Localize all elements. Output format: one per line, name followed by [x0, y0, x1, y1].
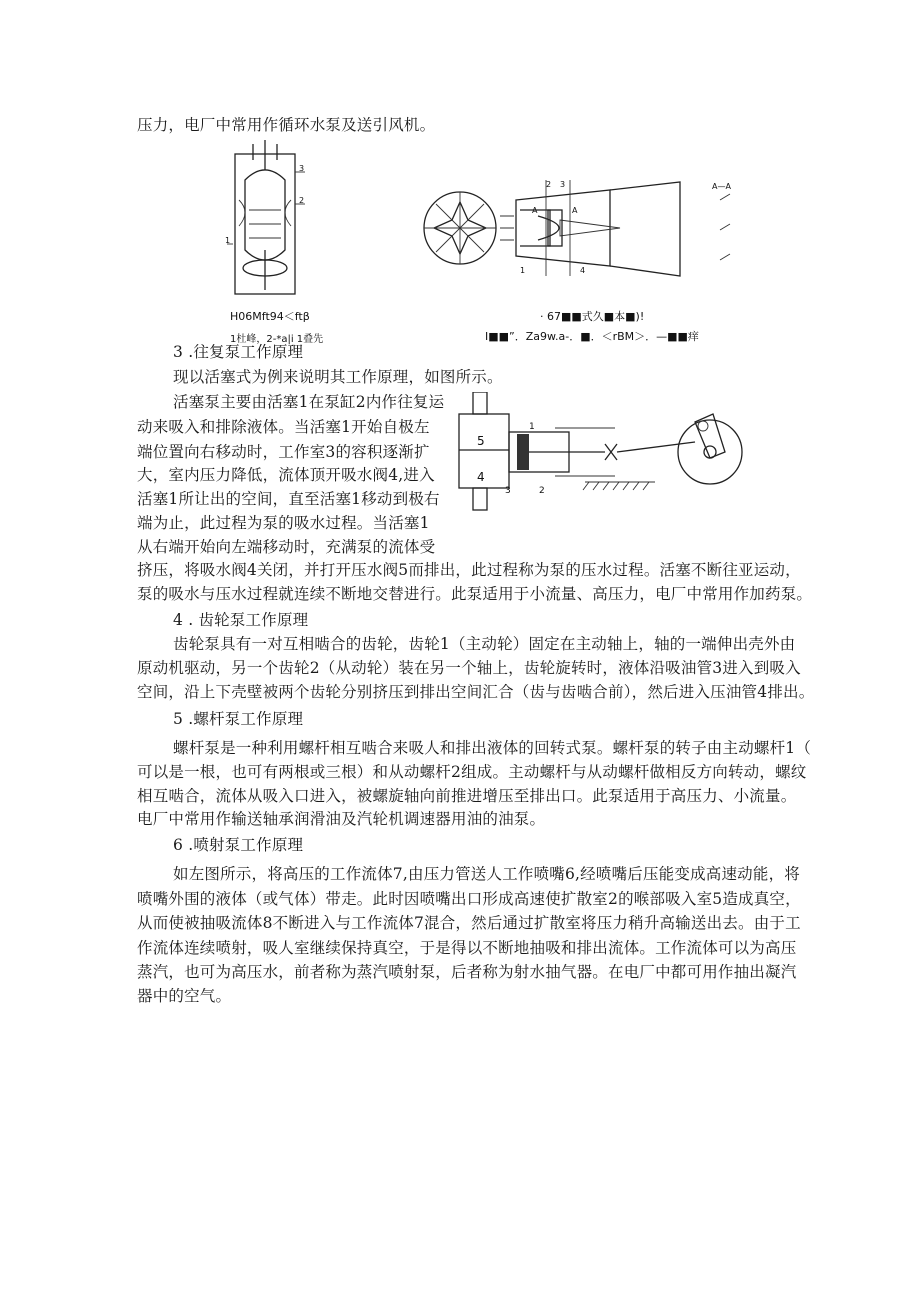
paragraph-line: 从而使被抽吸流体8不断进入与工作流体7混合，然后通过扩散室将压力稍升高输送出去。由于工	[137, 914, 801, 932]
paragraph-line: 大，室内压力降低，流体顶开吸水阀4,进入	[137, 466, 435, 484]
fig-label: 1	[520, 266, 526, 275]
paragraph-line: 端为止，此过程为泵的吸水过程。当活塞1	[137, 514, 430, 532]
figure-axial-fan	[420, 180, 750, 280]
figure-vertical-pump	[225, 140, 315, 300]
fig-label: A	[572, 206, 578, 215]
fig-label: A—A	[712, 182, 731, 191]
fig-label: 3	[299, 164, 305, 173]
fig-label: A	[532, 206, 538, 215]
paragraph-line: 挤压，将吸水阀4关闭，并打开压水阀5而排出，此过程称为泵的压水过程。活塞不断往亚运动，	[137, 561, 801, 579]
fig-caption-left-1: H06Mft94＜ftβ	[230, 310, 310, 323]
paragraph-line: 泵的吸水与压水过程就连续不断地交替进行。此泵适用于小流量、高压力，电厂中常用作加药泵。	[137, 585, 813, 603]
fig-label: 1	[225, 236, 231, 245]
figure-piston-pump	[455, 392, 755, 517]
paragraph-line: 活塞1所让出的空间，直至活塞1移动到极右	[137, 490, 440, 508]
paragraph-line: 如左图所示，将高压的工作流体7,由压力管送人工作喷嘴6,经喷嘴后压能变成高速动能，将	[173, 865, 800, 883]
paragraph-line: 现以活塞式为例来说明其工作原理，如图所示。	[173, 368, 503, 386]
fig-label: 1	[529, 422, 535, 432]
paragraph-line: 相互啮合，流体从吸入口进入，被螺旋轴向前推进增压至排出口。此泵适用于高压力、小流量。	[137, 787, 797, 805]
fig-label: 3	[560, 180, 566, 189]
paragraph-line: 空间，沿上下壳壁被两个齿轮分别挤压到排出空间汇合（齿与齿啮合前），然后进入压油管4排出。	[137, 683, 815, 701]
paragraph-line: 喷嘴外围的液体（或气体）带走。此时因喷嘴出口形成高速使扩散室2的喉部吸入室5造成真空，	[137, 890, 801, 908]
paragraph-line: 可以是一根，也可有两根或三根）和从动螺杆2组成。主动螺杆与从动螺杆做相反方向转动，螺纹	[137, 763, 807, 781]
section-6-heading: 6 .喷射泵工作原理	[173, 836, 304, 854]
fig-label: 5	[477, 434, 485, 448]
fig-label: 2	[299, 196, 305, 205]
paragraph-line: 电厂中常用作输送轴承润滑油及汽轮机调速器用油的油泵。	[137, 810, 546, 828]
axial-fan-drawing	[420, 180, 750, 280]
intro-text: 压力，电厂中常用作循环水泵及送引风机。	[137, 116, 436, 134]
fig-caption-left-2: 1杜峰，2-*a|i 1叠先	[230, 334, 324, 345]
section-3-heading: 3 .往复泵工作原理	[173, 343, 304, 361]
paragraph-line: 原动机驱动，另一个齿轮2（从动轮）装在另一个轴上，齿轮旋转时，液体沿吸油管3进入到吸入	[137, 659, 801, 677]
fig-label: 2	[546, 180, 552, 189]
paragraph-line: 活塞泵主要由活塞1在泵缸2内作往复运	[173, 393, 445, 411]
fig-caption-right-1: · 67■■式久■本■)!	[540, 310, 645, 323]
fig-label: 2	[539, 486, 545, 496]
paragraph-line: 螺杆泵是一种利用螺杆相互啮合来吸人和排出液体的回转式泵。螺杆泵的转子由主动螺杆1（	[173, 739, 812, 757]
fig-caption-right-2: I■■”．Za9w.a-．■．＜rBM＞．—■■痒	[485, 330, 699, 343]
piston-pump-drawing	[455, 392, 755, 517]
paragraph-line: 动来吸入和排除液体。当活塞1开始自极左	[137, 418, 430, 436]
paragraph-line: 齿轮泵具有一对互相啮合的齿轮，齿轮1（主动轮）固定在主动轴上，轴的一端伸出壳外由	[173, 635, 796, 653]
paragraph-line: 端位置向右移动时，工作室3的容积逐渐扩	[137, 443, 430, 461]
paragraph-line: 作流体连续喷射，吸人室继续保持真空，于是得以不断地抽吸和排出流体。工作流体可以为高压	[137, 939, 797, 957]
paragraph-line: 蒸汽，也可为高压水，前者称为蒸汽喷射泵，后者称为射水抽气器。在电厂中都可用作抽出凝汽	[137, 963, 797, 981]
paragraph-line: 从右端开始向左端移动时，充满泵的流体受	[137, 538, 436, 556]
paragraph-line: 器中的空气。	[137, 987, 232, 1005]
fig-label: 4	[477, 470, 485, 484]
section-5-heading: 5 .螺杆泵工作原理	[173, 710, 304, 728]
fig-label: 4	[580, 266, 586, 275]
section-4-heading: 4 . 齿轮泵工作原理	[173, 611, 309, 629]
fig-label: 3	[505, 486, 511, 496]
